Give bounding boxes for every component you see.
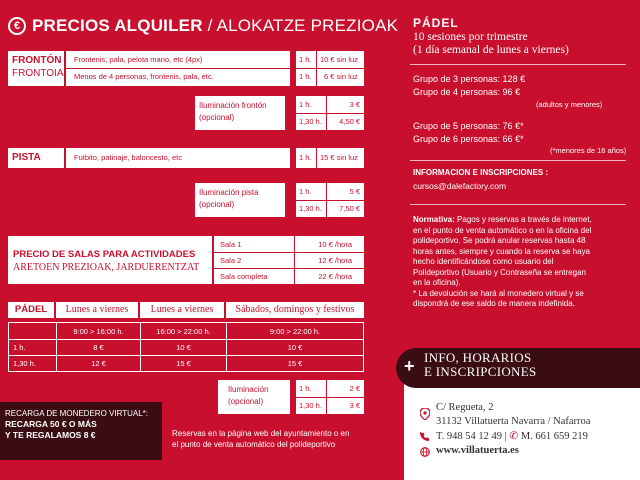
pista-price: 15 € sin luz	[320, 153, 358, 162]
recarga-line-2: RECARGA 50 € O MÁS	[5, 419, 97, 429]
pista-label: PISTA	[12, 152, 41, 163]
plus-icon: +	[404, 356, 415, 376]
title-basque: ALOKATZE PREZIOAK	[216, 16, 399, 35]
fronton-label-eu: FRONTOIA	[12, 68, 64, 79]
page-title	[32, 16, 398, 36]
recarga-line-3: Y TE REGALAMOS 8 €	[5, 430, 96, 440]
padel-note-minors: (*menores de 16 años)	[550, 146, 627, 155]
title-bold: PRECIOS ALQUILER	[32, 16, 203, 35]
fronton-desc-box	[66, 51, 290, 86]
info-title	[424, 351, 537, 379]
salas-label-eu: ARETOEN PREZIOAK, JARDUERENTZAT	[13, 262, 200, 273]
pista-lighting-1-price: 5 €	[349, 187, 360, 196]
padel-lighting-2-hours: 1,30 h.	[299, 401, 322, 410]
padel-group-4: Grupo de 4 personas: 96 €	[413, 87, 521, 97]
fronton-row-2-hours: 1 h.	[299, 72, 312, 81]
pista-lighting-label: Iluminación pista	[199, 188, 259, 197]
divider	[410, 64, 626, 65]
sala-1-name: Sala 1	[220, 240, 242, 249]
sala-2-name: Sala 2	[220, 256, 242, 265]
padel-note-adults: (adultos y menores)	[536, 100, 603, 109]
fronton-row-1-price: 10 € sin luz	[320, 55, 358, 64]
padel-group-3: Grupo de 3 personas: 128 €	[413, 74, 526, 84]
padel-row-2-hours: 1,30 h.	[13, 359, 36, 368]
pista-lighting-price-box	[296, 183, 364, 217]
address-line-2: 31132 Villatuerta Navarra / Nafarroa	[436, 416, 591, 427]
pista-label-box	[8, 148, 64, 168]
padel-row-2-val-3: 15 €	[287, 359, 303, 368]
phone-line	[436, 430, 588, 442]
padel-row-1-val-3: 10 €	[287, 343, 303, 352]
padel-row-2-val-2: 15 €	[176, 359, 191, 368]
normativa-line: polideportivo. Se podrá anular reservas hasta 48	[413, 236, 586, 245]
padel-row-1-val-2: 10 €	[176, 343, 191, 352]
info-title-line-1: INFO, HORARIOS	[424, 350, 532, 365]
sala-1-price: 10 € /hora	[318, 240, 352, 249]
divider	[410, 160, 626, 161]
pista-lighting-label-box	[195, 183, 285, 217]
normativa-heading: Normativa:	[413, 215, 455, 224]
padel-lighting-1-price: 2 €	[349, 384, 360, 393]
fronton-lighting-price-box	[296, 96, 364, 130]
fronton-lighting-2-price: 4,50 €	[339, 117, 360, 126]
padel-col-weekday-morning: Lunes a viernes	[56, 302, 138, 318]
fronton-lighting-1-hours: 1 h.	[299, 100, 312, 109]
fronton-lighting-label: Iluminación frontón	[199, 101, 267, 110]
fronton-lighting-label-box	[195, 96, 285, 130]
padel-group-5: Grupo de 5 personas: 76 €*	[413, 121, 524, 131]
pista-desc: Futbito, patinaje, baloncesto, etc	[74, 153, 182, 162]
fronton-row-1-hours: 1 h.	[299, 55, 312, 64]
globe-icon	[420, 447, 430, 457]
padel-info-sessions: 10 sesiones por trimestre	[413, 31, 528, 43]
pista-lighting-optional: (opcional)	[199, 200, 235, 209]
sala-completa-name: Sala completa	[220, 272, 268, 281]
padel-lighting-1-hours: 1 h.	[299, 384, 312, 393]
padel-time-1: 9:00 > 16:00 h.	[73, 327, 124, 336]
phone-number[interactable]: T. 948 54 12 49 |	[436, 431, 510, 442]
title-separator: /	[202, 16, 217, 35]
contact-title: INFORMACION E INSCRIPCIONES :	[413, 168, 549, 177]
padel-group-6: Grupo de 6 personas: 66 €*	[413, 134, 524, 144]
fronton-label-box	[8, 51, 64, 86]
padel-row-2-val-1: 12 €	[91, 359, 106, 368]
fronton-lighting-optional: (opcional)	[199, 113, 235, 122]
padel-lighting-label-box	[218, 380, 290, 414]
normativa-line: dispondrá de ese saldo de manera indefinida.	[413, 299, 575, 308]
padel-info-frequency: (1 día semanal de lunes a viernes)	[413, 44, 569, 56]
salas-label: PRECIO DE SALAS PARA ACTIVIDADES	[13, 249, 196, 260]
normativa-line: en la oficina).	[413, 278, 461, 287]
padel-lighting-optional: (opcional)	[228, 397, 264, 406]
address-line-1: C/ Regueta, 2	[436, 402, 494, 413]
padel-row-1-val-1: 8 €	[93, 343, 104, 352]
phone-icon	[420, 432, 430, 442]
website-link[interactable]: www.villatuerta.es	[436, 445, 519, 456]
pista-desc-box	[66, 148, 290, 168]
divider	[410, 204, 626, 205]
sala-2-price: 12 € /hora	[318, 256, 352, 265]
whatsapp-icon: ✆	[509, 431, 519, 442]
info-panel	[404, 378, 640, 480]
normativa-line: hecho identificándose como usuario del	[413, 257, 554, 266]
reservas-note-line-2: el punto de venta automático del polideportivo	[172, 440, 336, 449]
fronton-lighting-1-price: 3 €	[349, 100, 360, 109]
padel-col-weekday-evening: Lunes a viernes	[140, 302, 224, 318]
pista-hours: 1 h.	[299, 153, 312, 162]
normativa-line: Pagos y reservas a través de internet,	[457, 215, 592, 224]
padel-lighting-price-box	[296, 380, 364, 414]
fronton-row-2-price: 6 € sin luz	[324, 72, 358, 81]
padel-time-2: 16:00 > 22:00 h.	[156, 327, 211, 336]
pista-lighting-1-hours: 1 h.	[299, 187, 312, 196]
pista-price-box	[296, 148, 364, 168]
recarga-title: RECARGA DE MONEDERO VIRTUAL*:	[5, 409, 148, 418]
fronton-row-2-desc: Menos de 4 personas, frontenis, pala, etc.	[74, 72, 214, 81]
reservas-note	[172, 428, 349, 450]
normativa-line: * La devolución se hará al monedero virtual y se	[413, 288, 584, 298]
normativa-line: Polideportivo (Usuario y Contraseña se entregan	[413, 267, 586, 277]
padel-lighting-label: Iluminación	[228, 385, 269, 394]
padel-table-body	[8, 322, 364, 372]
pista-lighting-2-price: 7,50 €	[339, 204, 360, 213]
contact-email[interactable]: cursos@dalefactory.com	[413, 181, 507, 191]
fronton-label: FRONTÓN	[12, 55, 62, 66]
padel-time-3: 9:00 > 22:00 h.	[269, 327, 321, 336]
location-pin-icon	[420, 408, 430, 420]
sala-completa-price: 22 € /hora	[318, 272, 352, 281]
normativa-block	[413, 215, 629, 310]
padel-col-weekend: Sábados, domingos y festivos	[226, 302, 364, 318]
salas-label-box	[8, 236, 212, 284]
fronton-lighting-2-hours: 1,30 h.	[299, 117, 322, 126]
padel-lighting-2-price: 3 €	[349, 401, 360, 410]
info-title-line-2: E INSCRIPCIONES	[424, 364, 537, 379]
pista-lighting-2-hours: 1,30 h.	[299, 204, 322, 213]
padel-table-label: PÁDEL	[8, 302, 54, 318]
fronton-price-box	[296, 51, 364, 86]
normativa-line: horas antes, siempre y cuando la reserva se haya	[413, 246, 590, 256]
reservas-note-line-1: Reservas en la página web del ayuntamiento o en	[172, 429, 350, 438]
padel-info-title: PÁDEL	[413, 16, 459, 30]
padel-row-1-hours: 1 h.	[13, 343, 26, 352]
fronton-row-1-desc: Frontenis, pala, pelota mano, etc (4px)	[74, 55, 203, 64]
recarga-box	[0, 402, 162, 460]
normativa-line: en el punto de venta automático o en la oficina del	[413, 225, 592, 235]
euro-icon: €	[8, 17, 26, 35]
mobile-number[interactable]: M. 661 659 219	[520, 431, 588, 442]
salas-price-box	[214, 236, 364, 284]
